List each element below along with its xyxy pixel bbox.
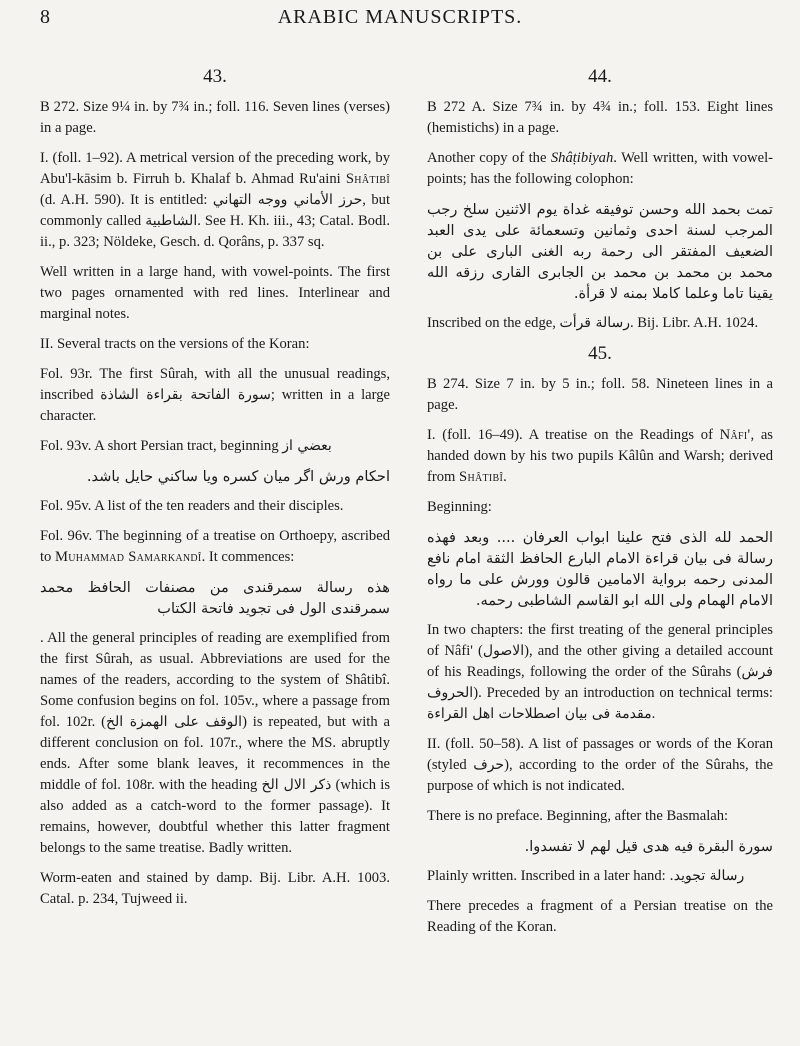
- text: . Bij. Libr. A.H. 1024.: [629, 315, 759, 331]
- left-column: [40, 58, 390, 919]
- text: .: [651, 706, 656, 722]
- paragraph-written: [427, 866, 773, 887]
- description-text: B 272. Size 9¼ in. by 7¾ in.; foll. 116. Seven lines (verses) in a page.: [40, 99, 390, 136]
- manuscript-description: [427, 374, 773, 416]
- text: . It commences:: [201, 549, 295, 565]
- text: . Well written, with vowel-points; has the following colophon:: [427, 150, 773, 187]
- page-number: 8: [40, 6, 50, 28]
- running-title: ARABIC MANUSCRIPTS.: [277, 6, 523, 28]
- arabic-inscription: سورة الفاتحة بقراءة الشاذة: [100, 387, 271, 403]
- persian-incipit: بعضي از: [282, 438, 332, 454]
- text: . See H. Kh. iii., 43; Catal. Bodl. ii., p. 323; Nöldeke, Gesch. d. Qorâns, p. 337 sq.: [40, 213, 390, 250]
- author-name: Nâfi': [719, 427, 751, 443]
- text: Fol. 93r. The first Sûrah, with all the unusual readings, inscribed: [40, 366, 390, 403]
- arabic-term: حرف: [473, 757, 505, 773]
- arabic-title: الشاطبية: [145, 213, 198, 229]
- arabic-title: حرز الأماني ووجه التهاني: [212, 192, 363, 208]
- work-title: Shâṭibiyah: [550, 150, 614, 166]
- arabic-passage: الوقف على الهمزة الخ: [105, 714, 243, 730]
- entry-number: 43.: [203, 66, 227, 87]
- text: ), and the other giving a detailed account of his Readings, following the order of the Sûrahs (: [427, 643, 774, 680]
- paragraph-fol-95v: [40, 496, 390, 517]
- paragraph-copy: [427, 148, 773, 190]
- arabic-term: فرش الحروف: [427, 664, 773, 701]
- text: (d. A.H. 590). It is entitled:: [40, 192, 213, 208]
- paragraph-fol-96v-continued: [40, 628, 390, 859]
- text: I. (foll. 16–49). A treatise on the Readings of: [427, 427, 720, 443]
- arabic-inscription: رسالة قرأت: [559, 315, 630, 331]
- text: , but commonly called: [40, 192, 390, 229]
- text: ) is repeated, but with a different conclusion on fol. 107r., where the MS. abruptly ends. After some blank leaves, it recommences in the middle of fol. 108r. with the heading: [40, 714, 390, 793]
- text: Fol. 93v. A short Persian tract, beginning: [40, 438, 283, 454]
- paragraph-fol-93r: [40, 364, 390, 427]
- beginning-label: Beginning:: [427, 499, 492, 515]
- text: Worm-eaten and stained by damp. Bij. Libr. A.H. 1003. Catal. p. 234, Tujweed ii.: [40, 870, 390, 907]
- text: Fol. 95v. A list of the ten readers and their disciples.: [40, 498, 344, 514]
- paragraph-condition: [40, 868, 390, 910]
- text: .: [503, 469, 507, 485]
- manuscript-description: [427, 97, 773, 139]
- entry-number: 44.: [588, 66, 612, 87]
- arabic-inscription: رسالة تجويد.: [669, 868, 745, 884]
- arabic-colophon: تمت بحمد الله وحسن توفيقه غداة يوم الاثنين سلخ رجب المرجب لسنة احدى وثمانين وتسعمائة على يدى العبد الضعيف المفتقر الى رحمة ربه الغنى البارى على بن محمد بن محمد بن محمد بن الجابرى القارى رزقه الله يقينا تاما وعلما كاملا بمنه لا قرأة.: [427, 201, 773, 302]
- text: There precedes a fragment of a Persian treatise on the Reading of the Koran.: [427, 898, 773, 935]
- author-name: Shâtibî: [459, 469, 504, 485]
- text: . All the general principles of reading are exemplified from the first Sûrah, as usual. Abbreviations are used for the names of the readers, according to the system of Shâtibî. Some confusion begins on fol. 105v., where a passage from fol. 102r. (: [40, 630, 390, 730]
- text: II. (foll. 50–58). A list of passages or words of the Koran (styled: [427, 736, 773, 773]
- paragraph-inscription: [427, 313, 773, 334]
- text: Fol. 96v. The beginning of a treatise on Orthoepy, ascribed to: [40, 528, 390, 565]
- arabic-incipit: سورة البقرة فيه هدى قيل لهم لا تفسدوا.: [524, 838, 773, 855]
- text: Inscribed on the edge,: [427, 315, 560, 331]
- text: Well written in a large hand, with vowel-points. The first two pages ornamented with red lines. Interlinear and marginal notes.: [40, 264, 390, 322]
- page-header: [0, 6, 800, 46]
- arabic-incipit: هذه رسالة سمرقندى من مصنفات الحافظ محمد سمرقندى الول فى تجويد فاتحة الكتاب: [40, 579, 390, 617]
- text: I. (foll. 1–92). A metrical version of the preceding work, by Abu'l-kāsim b. Firruh b. Khalaf b. Ahmad Ru'aini: [40, 150, 390, 187]
- arabic-heading: ذكر الال الخ: [261, 777, 332, 793]
- arabic-term: الاصول: [482, 643, 525, 659]
- author-name: Muhammad Samarkandî: [55, 549, 202, 565]
- paragraph-preface: [427, 806, 773, 827]
- text: Plainly written. Inscribed in a later hand:: [427, 868, 670, 884]
- paragraph-beginning: [427, 497, 773, 518]
- paragraph-list: [427, 734, 773, 797]
- paragraph-chapters: [427, 620, 773, 725]
- paragraph-fragment: [427, 896, 773, 938]
- persian-incipit-line: احكام ورش اگر ميان كسره ويا ساكني حايل باشد.: [86, 468, 390, 485]
- arabic-term: مقدمة فى بيان اصطلاحات اهل القراءة: [427, 706, 652, 722]
- text: In two chapters: the first treating of the general principles of Nâfi' (: [427, 622, 773, 659]
- paragraph-fol-93v: [40, 436, 390, 457]
- paragraph-hand: [40, 262, 390, 325]
- manuscript-description: [40, 97, 390, 139]
- author-name: Shâtibî: [345, 171, 390, 187]
- text: ), according to the order of the Sûrahs, the purpose of which is not indicated.: [427, 757, 773, 794]
- description-text: B 272 A. Size 7¾ in. by 4¾ in.; foll. 153. Eight lines (hemistichs) in a page.: [427, 99, 773, 136]
- text: , as handed down by his two pupils Kâlûn and Warsh; derived from: [427, 427, 773, 485]
- arabic-incipit: الحمد لله الذى فتح علينا ابواب العرفان .... وبعد فهذه رسالة فى بيان قراءة الامام البارع الحافظ الثقة امام نافع المدنى رحمه برواية الامامين قالون وورش على ما رواه الامام الهمام ولى الله ابو القاسم الشاطبى رحمه.: [427, 529, 773, 609]
- entry-number: 45.: [588, 343, 612, 364]
- paragraph-fol-96v: [40, 526, 390, 568]
- paragraph-treatise: [427, 425, 773, 488]
- paragraph-tracts-heading: [40, 334, 390, 355]
- paragraph-work-one: [40, 148, 390, 253]
- description-text: B 274. Size 7 in. by 5 in.; foll. 58. Nineteen lines in a page.: [427, 376, 773, 413]
- text: (which is also added as a catch-word to the former passage). It remains, however, doubtful whether this latter fragment belongs to the same treatise. Badly written.: [40, 777, 390, 856]
- text: ; written in a large character.: [40, 387, 390, 424]
- text: ). Preceded by an introduction on technical terms:: [473, 685, 773, 701]
- text: There is no preface. Beginning, after the Basmalah:: [427, 808, 729, 824]
- text: II. Several tracts on the versions of the Koran:: [40, 336, 310, 352]
- text: Another copy of the: [427, 150, 551, 166]
- right-column: [427, 58, 773, 947]
